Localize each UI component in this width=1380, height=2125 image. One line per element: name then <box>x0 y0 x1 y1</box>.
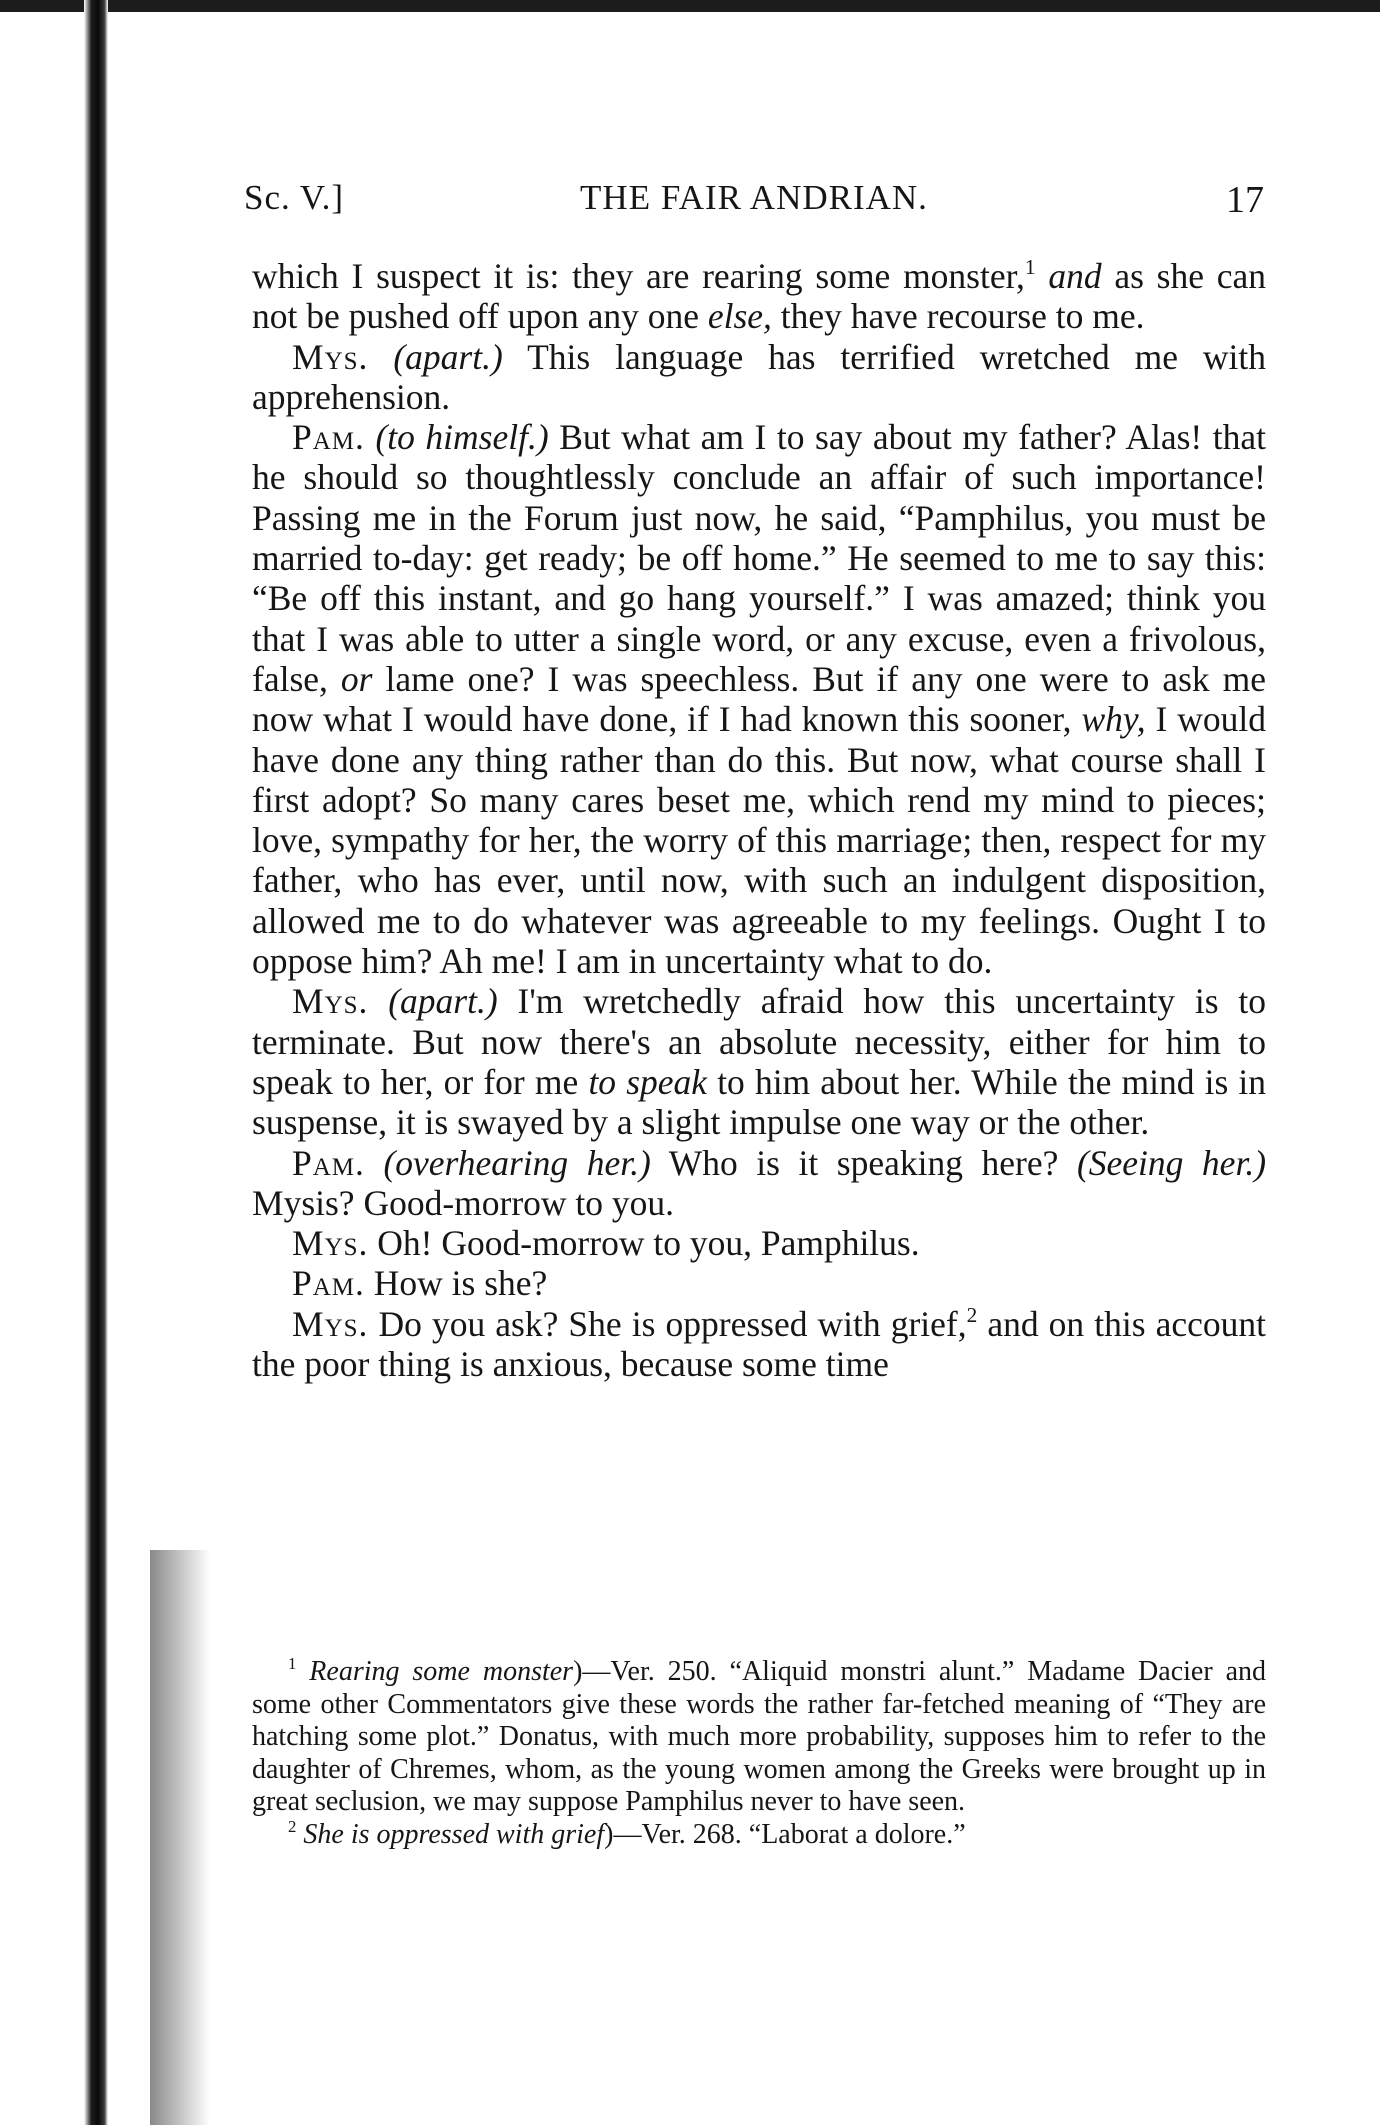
speaker-name: Pam. <box>292 1263 365 1304</box>
stage-direction: (apart.) <box>388 981 498 1022</box>
stage-direction: (Seeing her.) <box>1076 1142 1267 1183</box>
paragraph-2: Mys. (apart.) This language has terrified wretched me with apprehension. <box>252 336 1267 417</box>
gutter-shade <box>150 1550 210 2125</box>
paragraph-7: Pam. How is she? <box>292 1263 548 1304</box>
running-title: THE FAIR ANDRIAN. <box>580 178 928 217</box>
speaker-name: Mys. <box>292 1223 369 1264</box>
footnote-ref-1: 1 <box>1024 255 1036 280</box>
speaker-name: Pam. <box>292 417 365 458</box>
speaker-name: Mys. <box>292 1303 369 1344</box>
footnote-lemma: She is oppressed with grief <box>303 1818 605 1850</box>
paragraph-6: Mys. Oh! Good-morrow to you, Pamphilus. <box>292 1223 920 1264</box>
stage-direction: (to himself.) <box>375 417 549 458</box>
paragraph-1: which I suspect it is: they are rearing some monster,$^1$ and as she can not be pushed off upon any one else, they have recourse to me. <box>252 255 1266 337</box>
stage-direction: (apart.) <box>393 336 503 377</box>
footnote-lemma: Rearing some monster <box>309 1656 574 1687</box>
speaker-name: Mys. <box>292 336 369 377</box>
paragraph-5: Pam. (overhearing her.) Who is it speaking here? (Seeing her.) Mysis? Good-morrow to you. <box>252 1142 1267 1223</box>
page-number: 17 <box>1226 179 1264 221</box>
footnotes <box>252 1656 1266 1851</box>
scene-marker: Sc. V.] <box>244 178 345 217</box>
book-spine-shadow <box>84 0 108 2125</box>
footnote-mark: 1 <box>288 1654 297 1674</box>
stage-direction: (overhearing her.) <box>383 1142 651 1183</box>
speaker-name: Mys. <box>292 981 369 1022</box>
top-edge-rule <box>0 0 1380 12</box>
paragraph-4: Mys. (apart.) I'm wretchedly afraid how this uncertainty is to terminate. But now there's an absolute necessity, either for him to speak to her, or for me to speak to him about her. While the mind is in suspense, it is swayed by a slight impulse one way or the other. <box>252 981 1267 1143</box>
paragraph-3: Pam. (to himself.) But what am I to say about my father? Alas! that he should so thoughtlessly conclude an affair of such importance! Passing me in the Forum just now, he said, “Pamphilus, you must be married to-day: get ready; be off home.” He seemed to me to say this: “Be off this instant, and go hang yourself.” I was amazed; think you that I was able to utter a single word, or any excuse, even a frivolous, false, or lame one? I was speechless. But if any one were to ask me now what I would have done, if I had known this sooner, why, I would have done any thing rather than do this. But now, what course shall I first adopt? So many cares beset me, which rend my mind to pieces; love, sympathy for her, the worry of this marriage; then, respect for my father, who has ever, until now, with such an indulgent disposition, allowed me to do whatever was agreeable to my feelings. Ought I to oppose him? Ah me! I am in uncertainty what to do. <box>252 417 1267 982</box>
running-header <box>244 178 1264 228</box>
paragraph-8: Mys. Do you ask? She is oppressed with grief,$^2$ and on this account the poor thing is anxious, because some time <box>252 1302 1266 1385</box>
footnote-1: $^1$ Rearing some monster)—Ver. 250. “Aliquid monstri alunt.” Madame Dacier and some other Commentators give these words the rather far-fetched meaning of “They are hatching some plot.” Donatus, with much more probability, supposes him to refer to the daughter of Chremes, whom, as the young women among the Greeks were brought up in great seclusion, we may suppose Pamphilus never to have seen. <box>252 1654 1266 1817</box>
footnote-2: $^2$ She is oppressed with grief)—Ver. 268. “Laborat a dolore.” <box>288 1816 966 1850</box>
main-text <box>252 256 1266 1384</box>
footnote-mark: 2 <box>288 1816 297 1836</box>
footnote-ref-2: 2 <box>966 1302 978 1327</box>
speaker-name: Pam. <box>292 1142 365 1183</box>
